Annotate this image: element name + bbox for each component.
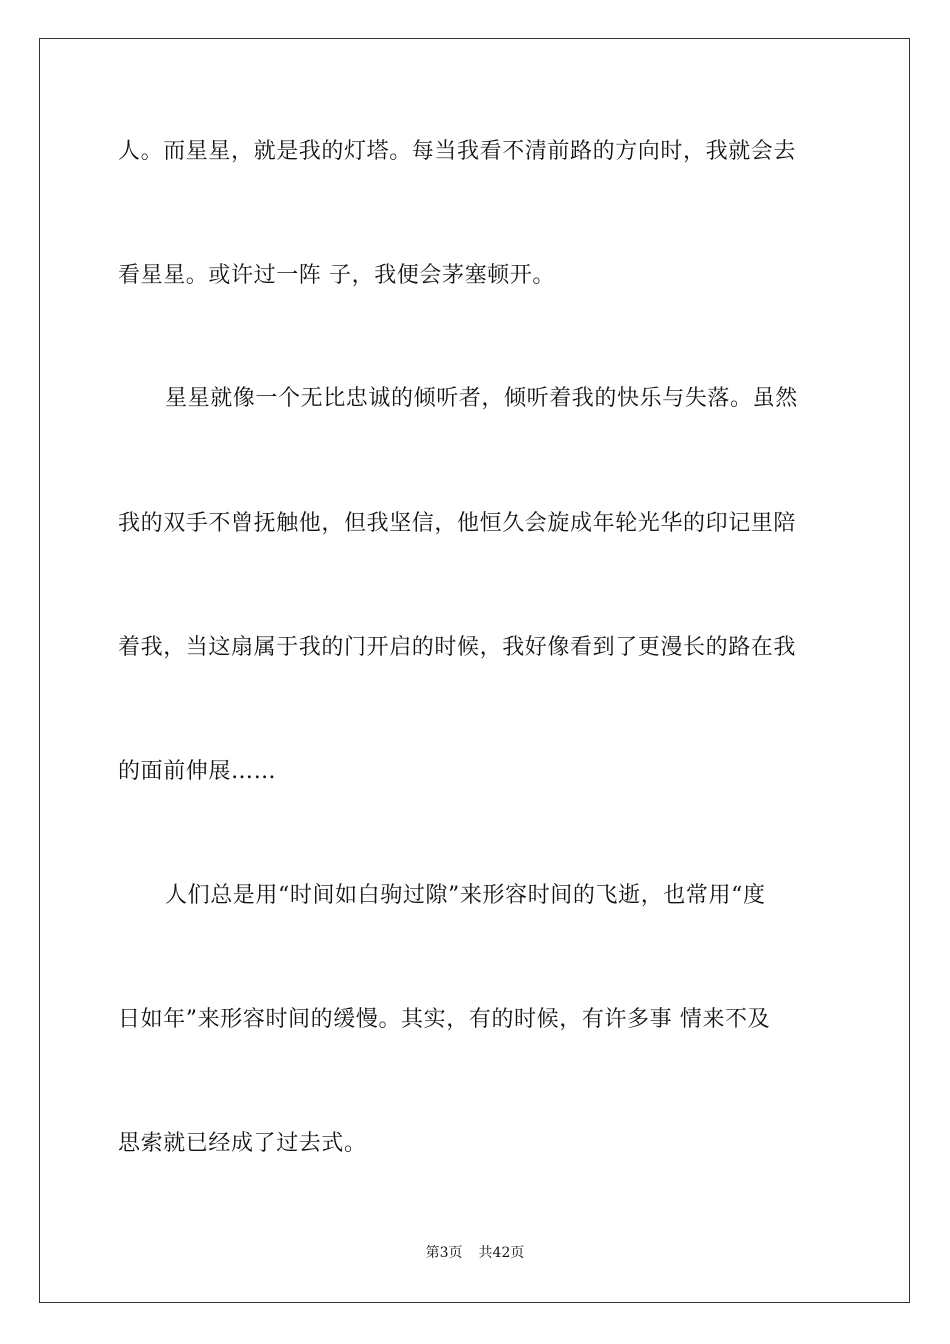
page-number: 第3页	[425, 1245, 463, 1261]
text-line: 思索就已经成了过去式。	[118, 1131, 367, 1156]
paragraph-start-line: 人们总是用“时间如白驹过隙”来形容时间的飞逝，也常用“度	[165, 883, 766, 908]
text-line: 看星星。或许过一阵 子，我便会茅塞顿开。	[118, 263, 555, 288]
text-line: 我的双手不曾抚触他，但我坚信，他恒久会旋成年轮光华的印记里陪	[118, 511, 797, 536]
paragraph-start-line: 星星就像一个无比忠诚的倾听者，倾听着我的快乐与失落。虽然	[165, 386, 798, 411]
page-border	[39, 38, 910, 1303]
text-line: 日如年”来形容时间的缓慢。其实，有的时候，有许多事 情来不及	[118, 1007, 771, 1032]
text-line: 着我，当这扇属于我的门开启的时候，我好像看到了更漫长的路在我	[118, 635, 797, 660]
page-total: 共42页	[478, 1245, 525, 1261]
text-line: 的面前伸展……	[118, 759, 277, 784]
text-line: 人。而星星，就是我的灯塔。每当我看不清前路的方向时，我就会去	[118, 139, 797, 164]
page-footer	[0, 1243, 950, 1263]
